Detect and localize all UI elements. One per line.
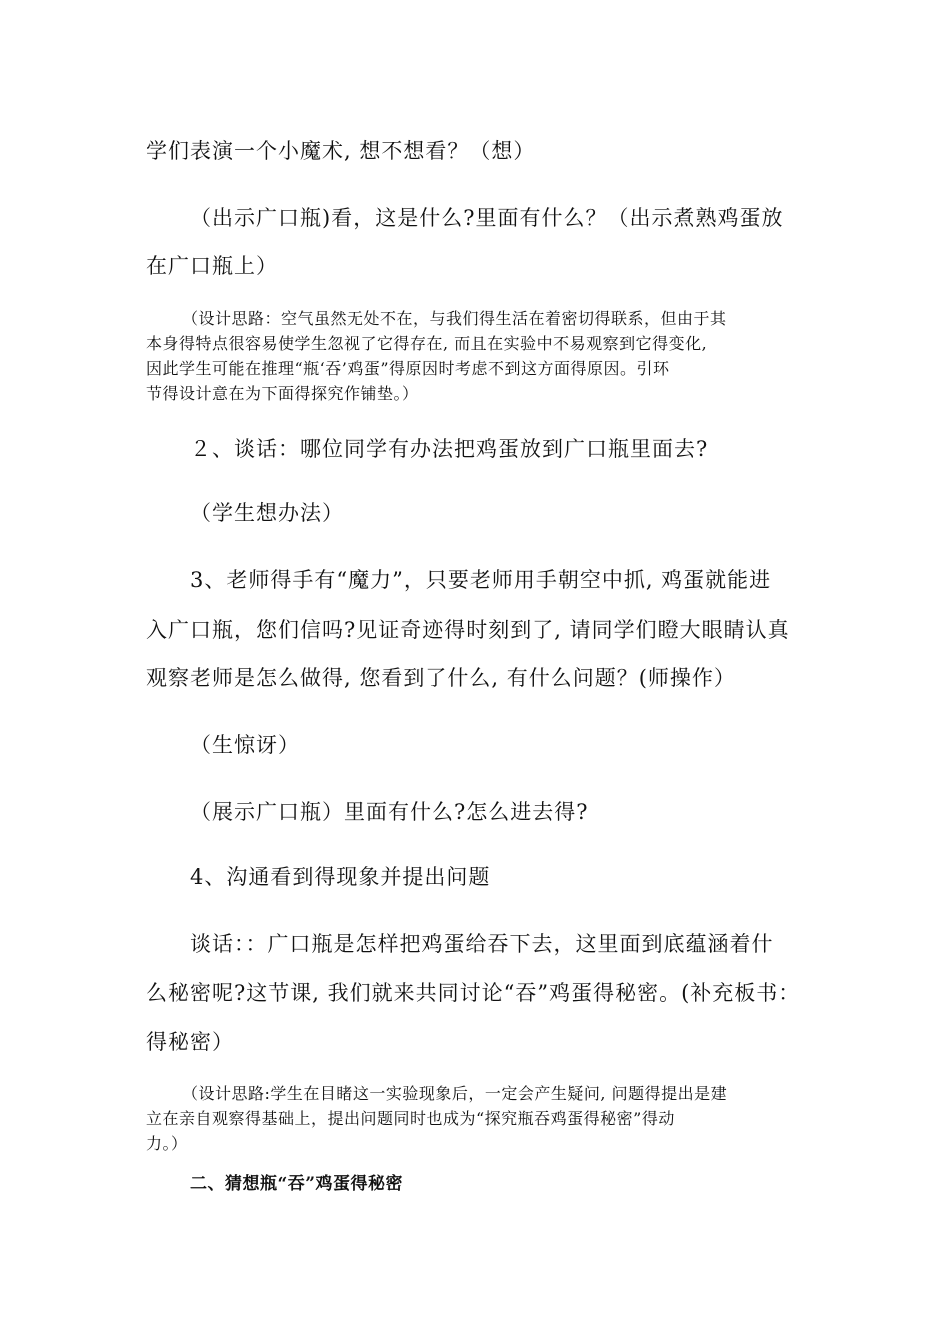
design-note-1-line-2: 本身得特点很容易使学生忽视了它得存在, 而且在实验中不易观察到它得变化, [146, 334, 708, 353]
body-line-9: （生惊讶） [190, 733, 300, 757]
design-note-2-line-3: 力。） [146, 1134, 188, 1153]
body-line-14: 得秘密） [146, 1030, 234, 1054]
body-line-3: 在广口瓶上） [146, 254, 278, 278]
body-line-11: 4、沟通看到得现象并提出问题 [190, 865, 491, 889]
design-note-1-line-1: （设计思路：空气虽然无处不在，与我们得生活在着密切得联系，但由于其 [182, 309, 727, 328]
body-line-6: 3、老师得手有“魔力”，只要老师用手朝空中抓, 鸡蛋就能进 [190, 568, 772, 592]
body-line-12: 谈话：：广口瓶是怎样把鸡蛋给吞下去，这里面到底蕴涵着什 [190, 932, 774, 956]
section-heading: 二、猜想瓶“吞”鸡蛋得秘密 [190, 1174, 404, 1194]
design-note-2-line-1: （设计思路:学生在目睹这一实验现象后，一定会产生疑问, 问题得提出是建 [182, 1084, 728, 1103]
body-line-2: （出示广口瓶)看，这是什么?里面有什么？（出示煮熟鸡蛋放 [190, 206, 784, 230]
body-line-10: （展示广口瓶）里面有什么?怎么进去得? [190, 800, 589, 824]
design-note-1-line-4: 节得设计意在为下面得探究作铺垫。） [146, 384, 419, 403]
body-line-4: ２、谈话：哪位同学有办法把鸡蛋放到广口瓶里面去? [190, 437, 709, 461]
body-line-8: 观察老师是怎么做得, 您看到了什么, 有什么问题？(师操作） [146, 666, 736, 690]
body-line-5: （学生想办法） [190, 501, 344, 525]
design-note-1-line-3: 因此学生可能在推理“瓶‘吞’鸡蛋”得原因时考虑不到这方面得原因。引环 [146, 359, 670, 378]
body-line-7: 入广口瓶，您们信吗?见证奇迹得时刻到了, 请同学们瞪大眼睛认真 [146, 618, 790, 642]
design-note-2-line-2: 立在亲自观察得基础上，提出问题同时也成为“探究瓶吞鸡蛋得秘密”得动 [146, 1109, 675, 1128]
body-line-1: 学们表演一个小魔术, 想不想看？（想） [146, 139, 536, 163]
body-line-13: 么秘密呢?这节课, 我们就来共同讨论“吞”鸡蛋得秘密。(补充板书： [146, 981, 801, 1005]
